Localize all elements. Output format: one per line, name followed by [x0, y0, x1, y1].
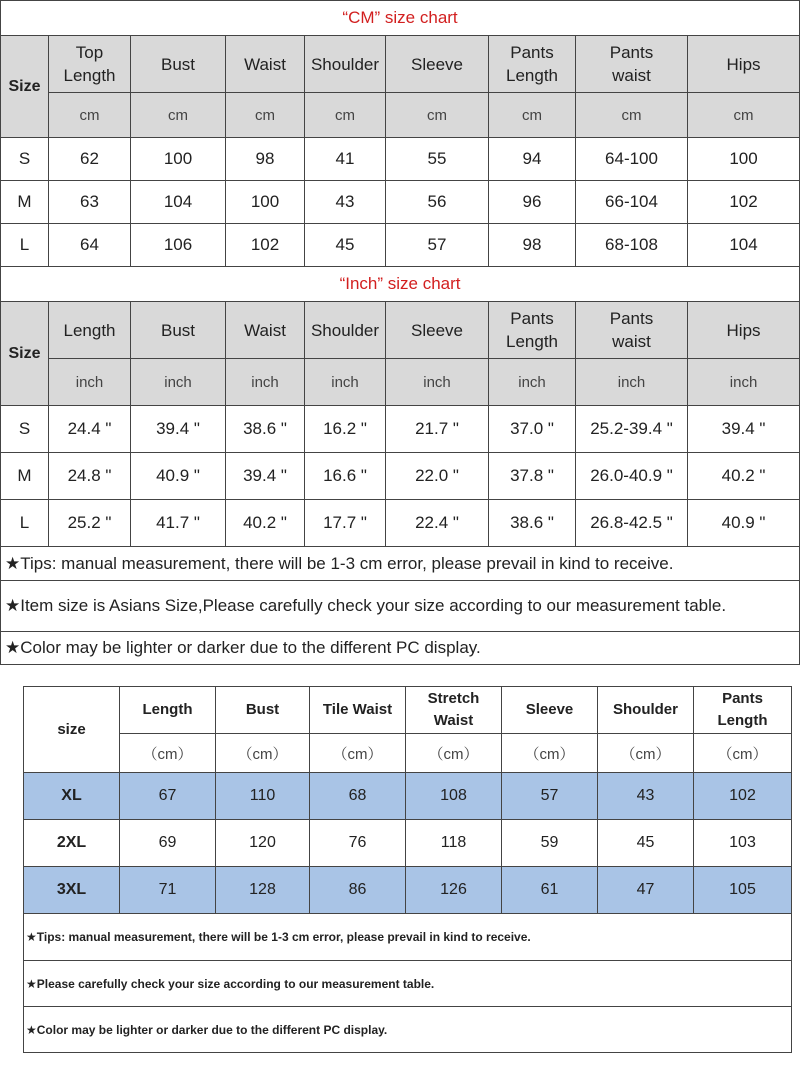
- column-header: Pants waist: [576, 302, 688, 359]
- column-header: Length: [120, 687, 216, 734]
- column-header: Waist: [226, 36, 305, 93]
- table-cell: 40.9 ": [131, 453, 226, 500]
- table-cell: 43: [598, 773, 694, 820]
- unit-label: （cm）: [694, 734, 792, 773]
- table-cell: 25.2 ": [49, 500, 131, 547]
- unit-label: inch: [489, 359, 576, 406]
- tip-text: ★Tips: manual measurement, there will be 1-3 cm error, please prevail in kind to receive.: [24, 914, 792, 961]
- table-row: [1, 500, 800, 547]
- column-header: Sleeve: [502, 687, 598, 734]
- cm-chart-title: “CM” size chart: [1, 1, 800, 36]
- column-header: Length: [49, 302, 131, 359]
- table-cell: 45: [598, 820, 694, 867]
- table-cell: 66-104: [576, 181, 688, 224]
- unit-label: inch: [131, 359, 226, 406]
- table-cell: 40.9 ": [688, 500, 800, 547]
- unit-label: cm: [226, 93, 305, 138]
- table-cell: 100: [131, 138, 226, 181]
- unit-label: cm: [49, 93, 131, 138]
- table-cell: 38.6 ": [489, 500, 576, 547]
- size-label: S: [1, 138, 49, 181]
- column-header: Shoulder: [305, 302, 386, 359]
- table-cell: 41.7 ": [131, 500, 226, 547]
- tip-text: ★Tips: manual measurement, there will be 1-3 cm error, please prevail in kind to receive.: [1, 547, 800, 581]
- column-header: Tile Waist: [310, 687, 406, 734]
- table-cell: 86: [310, 867, 406, 914]
- table-cell: 126: [406, 867, 502, 914]
- unit-label: cm: [489, 93, 576, 138]
- unit-label: cm: [576, 93, 688, 138]
- table-cell: 47: [598, 867, 694, 914]
- table-cell: 100: [226, 181, 305, 224]
- size-label: S: [1, 406, 49, 453]
- table-cell: 55: [386, 138, 489, 181]
- table-cell: 104: [131, 181, 226, 224]
- tip-text: ★Color may be lighter or darker due to the different PC display.: [24, 1007, 792, 1053]
- table-cell: 37.8 ": [489, 453, 576, 500]
- table-cell: 59: [502, 820, 598, 867]
- table-cell: 16.6 ": [305, 453, 386, 500]
- plus-size-chart-table: [23, 686, 792, 1053]
- size-label: M: [1, 453, 49, 500]
- table-cell: 105: [694, 867, 792, 914]
- unit-label: inch: [386, 359, 489, 406]
- table-cell: 62: [49, 138, 131, 181]
- table-row: [1, 224, 800, 267]
- table-cell: 38.6 ": [226, 406, 305, 453]
- column-header: Hips: [688, 302, 800, 359]
- table-cell: 108: [406, 773, 502, 820]
- table-cell: 76: [310, 820, 406, 867]
- table-cell: 61: [502, 867, 598, 914]
- table-cell: 106: [131, 224, 226, 267]
- table-cell: 64: [49, 224, 131, 267]
- table-cell: 43: [305, 181, 386, 224]
- table-cell: 45: [305, 224, 386, 267]
- tip-text: ★Color may be lighter or darker due to the different PC display.: [1, 632, 800, 665]
- table-cell: 24.4 ": [49, 406, 131, 453]
- table-cell: 120: [216, 820, 310, 867]
- unit-label: inch: [49, 359, 131, 406]
- column-header: Bust: [131, 36, 226, 93]
- column-header: Bust: [216, 687, 310, 734]
- column-header: Stretch Waist: [406, 687, 502, 734]
- unit-label: cm: [131, 93, 226, 138]
- table-cell: 68: [310, 773, 406, 820]
- size-label: XL: [24, 773, 120, 820]
- table-row: [1, 406, 800, 453]
- column-header: Pants Length: [489, 36, 576, 93]
- table-cell: 100: [688, 138, 800, 181]
- table-cell: 16.2 ": [305, 406, 386, 453]
- table-cell: 103: [694, 820, 792, 867]
- table-cell: 98: [489, 224, 576, 267]
- unit-label: inch: [688, 359, 800, 406]
- table-cell: 69: [120, 820, 216, 867]
- unit-label: （cm）: [406, 734, 502, 773]
- unit-label: inch: [226, 359, 305, 406]
- column-header: Pants Length: [489, 302, 576, 359]
- tip-text: ★Please carefully check your size according to our measurement table.: [24, 961, 792, 1007]
- column-header: Hips: [688, 36, 800, 93]
- unit-label: inch: [305, 359, 386, 406]
- unit-label: cm: [688, 93, 800, 138]
- table-cell: 39.4 ": [131, 406, 226, 453]
- table-cell: 63: [49, 181, 131, 224]
- size-label: 3XL: [24, 867, 120, 914]
- size-header: Size: [1, 302, 49, 406]
- table-cell: 67: [120, 773, 216, 820]
- unit-label: （cm）: [216, 734, 310, 773]
- table-cell: 56: [386, 181, 489, 224]
- table-row: [1, 453, 800, 500]
- table-cell: 39.4 ": [226, 453, 305, 500]
- table-cell: 26.8-42.5 ": [576, 500, 688, 547]
- table-cell: 39.4 ": [688, 406, 800, 453]
- column-header: Pants waist: [576, 36, 688, 93]
- table-cell: 24.8 ": [49, 453, 131, 500]
- unit-label: （cm）: [120, 734, 216, 773]
- table-cell: 71: [120, 867, 216, 914]
- column-header: Pants Length: [694, 687, 792, 734]
- table-cell: 41: [305, 138, 386, 181]
- table-cell: 22.4 ": [386, 500, 489, 547]
- table-row: [1, 138, 800, 181]
- table-cell: 110: [216, 773, 310, 820]
- unit-label: cm: [386, 93, 489, 138]
- table-cell: 21.7 ": [386, 406, 489, 453]
- unit-label: （cm）: [598, 734, 694, 773]
- table-cell: 26.0-40.9 ": [576, 453, 688, 500]
- column-header: Bust: [131, 302, 226, 359]
- unit-label: cm: [305, 93, 386, 138]
- table-cell: 104: [688, 224, 800, 267]
- size-header: size: [24, 687, 120, 773]
- table-cell: 102: [226, 224, 305, 267]
- table-row: [24, 820, 792, 867]
- column-header: Waist: [226, 302, 305, 359]
- table-cell: 102: [688, 181, 800, 224]
- size-header: Size: [1, 36, 49, 138]
- table-cell: 118: [406, 820, 502, 867]
- table-cell: 22.0 ": [386, 453, 489, 500]
- table-cell: 68-108: [576, 224, 688, 267]
- table-row: [24, 867, 792, 914]
- column-header: Top Length: [49, 36, 131, 93]
- table-cell: 98: [226, 138, 305, 181]
- table-row: [1, 181, 800, 224]
- unit-label: （cm）: [502, 734, 598, 773]
- table-cell: 94: [489, 138, 576, 181]
- table-cell: 40.2 ": [688, 453, 800, 500]
- column-header: Shoulder: [598, 687, 694, 734]
- column-header: Sleeve: [386, 36, 489, 93]
- size-label: L: [1, 224, 49, 267]
- table-cell: 40.2 ": [226, 500, 305, 547]
- column-header: Shoulder: [305, 36, 386, 93]
- column-header: Sleeve: [386, 302, 489, 359]
- size-label: M: [1, 181, 49, 224]
- table-row: [24, 773, 792, 820]
- unit-label: （cm）: [310, 734, 406, 773]
- table-cell: 57: [386, 224, 489, 267]
- inch-chart-title: “Inch” size chart: [1, 267, 800, 302]
- table-cell: 96: [489, 181, 576, 224]
- table-cell: 17.7 ": [305, 500, 386, 547]
- size-label: 2XL: [24, 820, 120, 867]
- table-cell: 102: [694, 773, 792, 820]
- tip-text: ★Item size is Asians Size,Please carefully check your size according to our measurement table.: [1, 581, 800, 632]
- table-cell: 57: [502, 773, 598, 820]
- table-cell: 37.0 ": [489, 406, 576, 453]
- table-cell: 128: [216, 867, 310, 914]
- table-cell: 64-100: [576, 138, 688, 181]
- unit-label: inch: [576, 359, 688, 406]
- table-cell: 25.2-39.4 ": [576, 406, 688, 453]
- size-label: L: [1, 500, 49, 547]
